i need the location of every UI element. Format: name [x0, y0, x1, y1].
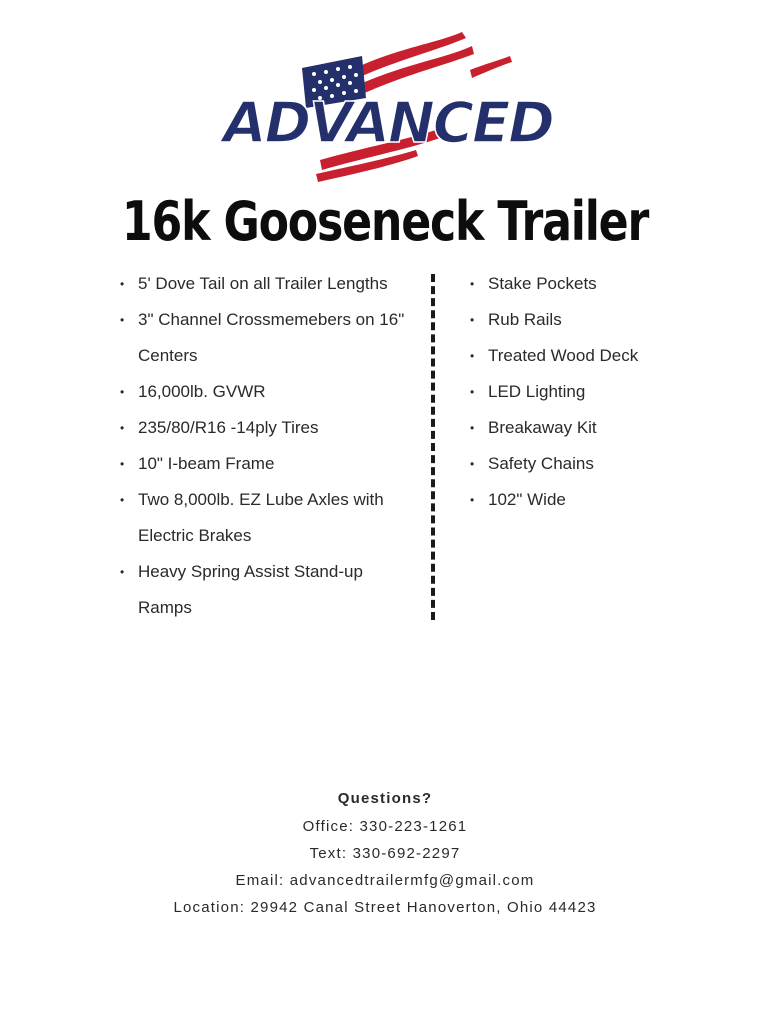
list-item: • 235/80/R16 -14ply Tires	[120, 418, 319, 437]
list-item: • Stake Pockets	[470, 274, 597, 293]
company-logo	[210, 28, 560, 188]
list-item: • 10" I-beam Frame	[120, 454, 275, 473]
contact-heading: Questions?	[337, 790, 433, 807]
list-item: • 16,000lb. GVWR	[120, 382, 266, 401]
list-item: • Heavy Spring Assist Stand-up Ramps	[120, 562, 363, 617]
list-item: • 102" Wide	[470, 490, 566, 509]
flag-logo-graphic	[210, 28, 560, 188]
contact-section	[0, 786, 770, 921]
list-item: • LED Lighting	[470, 382, 586, 401]
list-item: • Treated Wood Deck	[470, 346, 639, 365]
list-item: • 3" Channel Crossmemebers on 16" Centers	[120, 310, 405, 365]
location-address: Location: 29942 Canal Street Hanoverton, Ohio 44423	[173, 899, 597, 916]
list-item: • Two 8,000lb. EZ Lube Axles with Electric Brakes	[120, 490, 384, 545]
list-item: • Rub Rails	[470, 310, 562, 329]
feature-list-left	[120, 266, 410, 626]
list-item: • 5' Dove Tail on all Trailer Lengths	[120, 274, 388, 293]
logo-wordmark: ADVANCED	[223, 91, 553, 156]
office-phone: Office: 330-223-1261	[302, 818, 468, 835]
column-divider	[431, 274, 435, 620]
feature-list-right	[470, 266, 730, 518]
list-item: • Safety Chains	[470, 454, 594, 473]
text-phone: Text: 330-692-2297	[309, 845, 461, 862]
list-item: • Breakaway Kit	[470, 418, 597, 437]
email-address: Email: advancedtrailermfg@gmail.com	[235, 872, 535, 889]
page-title: 16k Gooseneck Trailer	[121, 190, 649, 253]
